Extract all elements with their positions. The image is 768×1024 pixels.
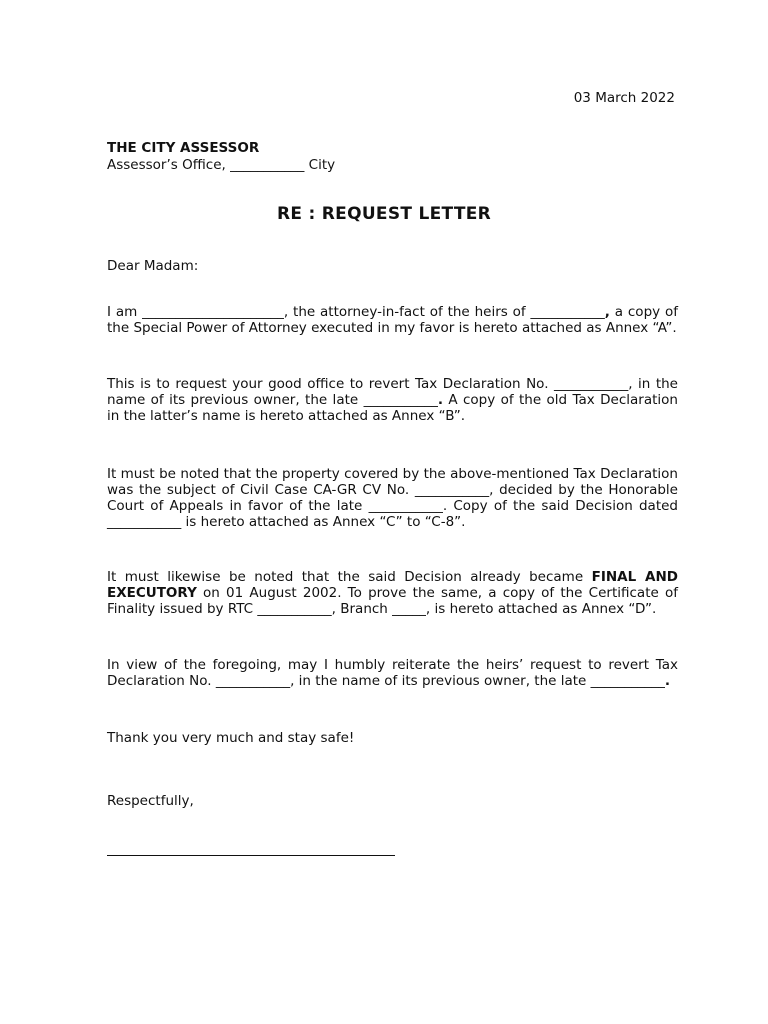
p4-text-d: , is hereto attached as Annex “D”. xyxy=(425,601,657,617)
p1-text-a: I am xyxy=(107,304,138,320)
p1-text-c: , xyxy=(604,304,610,320)
p2-text-d: A copy of the old Tax Declaration in the latter’s name is hereto attached as Annex “B”. xyxy=(107,392,678,424)
p4-blank-1: ___________ xyxy=(257,601,332,617)
signature-line xyxy=(107,855,395,856)
paragraph-4 xyxy=(107,569,678,617)
p2-text-c: . xyxy=(437,392,443,408)
p2-blank-2: ___________ xyxy=(363,392,438,408)
p3-blank-1: ___________ xyxy=(414,482,490,498)
p2-blank-1: ___________ xyxy=(554,376,629,392)
p4-text-a: It must likewise be noted that the said Decision already became xyxy=(107,569,584,585)
p1-blank-2: ___________ xyxy=(530,304,605,320)
p4-text-c: , Branch xyxy=(331,601,388,617)
p4-blank-2: _____ xyxy=(392,601,426,617)
p1-blank-1: _____________________ xyxy=(142,304,284,320)
p1-text-d: a copy of the Special Power of Attorney executed in my favor is hereto attached as Annex “A”. xyxy=(107,304,678,336)
p3-blank-2: ___________ xyxy=(368,498,443,514)
paragraph-1 xyxy=(107,304,678,336)
p2-text-b: , in the name of its previous owner, the late xyxy=(107,376,678,408)
letter-date: 03 March 2022 xyxy=(573,90,675,106)
thanks-line: Thank you very much and stay safe! xyxy=(107,730,355,746)
p3-text-a: It must be noted that the property covered by the above-mentioned Tax Declaration was the subject of Civil Case CA-GR CV No. xyxy=(107,466,678,498)
p4-bold: FINAL AND EXECUTORY xyxy=(107,569,679,601)
p5-text-a: In view of the foregoing, may I humbly reiterate the heirs’ request to revert Tax Declaration No. xyxy=(107,657,678,689)
closing-line: Respectfully, xyxy=(107,793,194,809)
p4-text-b: on 01 August 2002. To prove the same, a copy of the Certificate of Finality issued by RTC xyxy=(107,585,678,617)
p2-text-a: This is to request your good office to revert Tax Declaration No. xyxy=(107,376,549,392)
p5-text-c: . xyxy=(664,673,671,689)
paragraph-5 xyxy=(107,657,678,689)
office-suffix: City xyxy=(308,157,336,173)
p3-blank-3: ___________ xyxy=(107,514,182,530)
office-blank: ___________ xyxy=(230,157,305,173)
letter-title: RE : REQUEST LETTER xyxy=(276,204,492,224)
recipient-block xyxy=(107,140,335,174)
p5-text-b: , in the name of its previous owner, the late xyxy=(290,673,587,689)
p3-text-d: is hereto attached as Annex “C” to “C-8”. xyxy=(185,514,466,530)
p5-blank-1: ___________ xyxy=(215,673,291,689)
salutation: Dear Madam: xyxy=(107,258,199,274)
p5-blank-2: ___________ xyxy=(590,673,665,689)
p1-text-b: , the attorney-in-fact of the heirs of xyxy=(283,304,526,320)
p3-text-c: . Copy of the said Decision dated xyxy=(442,498,679,514)
recipient-office xyxy=(107,157,335,174)
paragraph-2 xyxy=(107,376,678,424)
recipient-name: THE CITY ASSESSOR xyxy=(107,140,260,156)
p3-text-b: , decided by the Honorable Court of Appeals in favor of the late xyxy=(107,482,678,514)
paragraph-3 xyxy=(107,466,678,530)
office-prefix: Assessor’s Office, xyxy=(107,157,226,173)
